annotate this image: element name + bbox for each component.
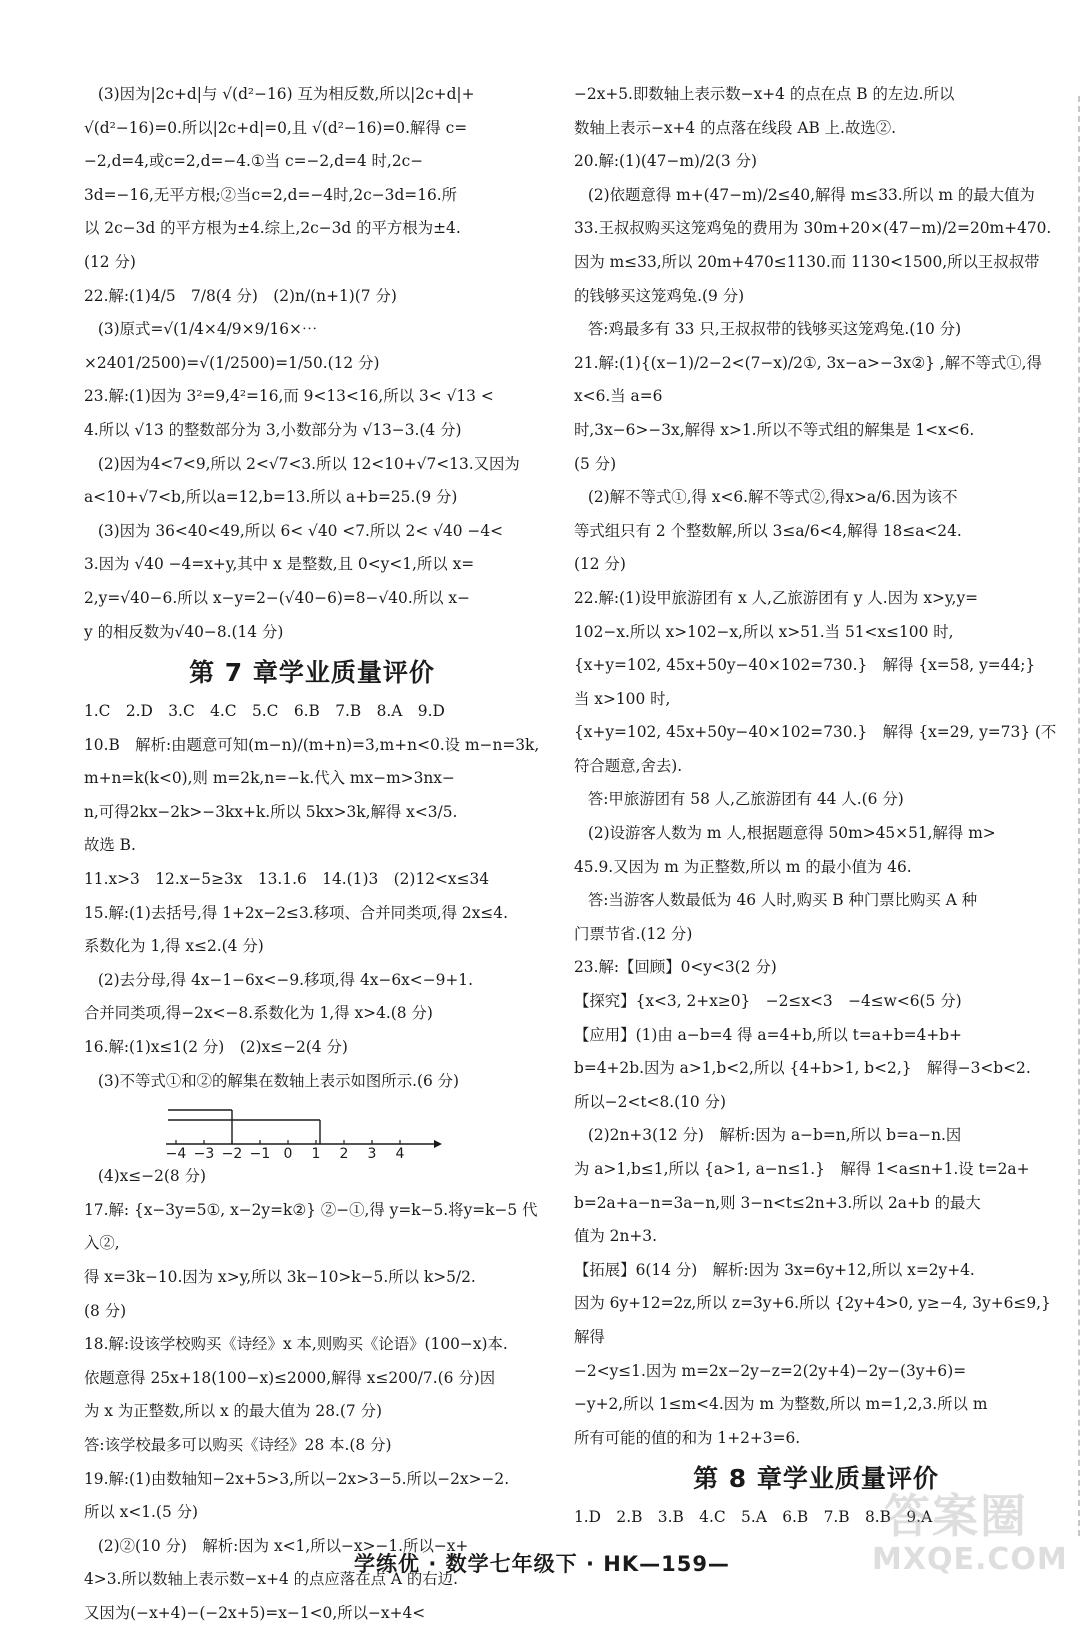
text-line: 合并同类项,得−2x<−8.系数化为 1,得 x>4.(8 分) — [84, 1004, 433, 1023]
number-line-tick-label: 3 — [367, 1146, 377, 1159]
number-line-tick-label: −2 — [221, 1146, 243, 1159]
page-edge-divider — [1076, 96, 1080, 1536]
text-line: (4)x≤−2(8 分) — [97, 1167, 207, 1186]
text-line: n,可得2kx−2k>−3kx+k.所以 5kx>3k,解得 x<3/5. — [84, 802, 458, 821]
text-line: (3)因为|2c+d|与 √(d²−16) 互为相反数,所以|2c+d|+ — [97, 85, 475, 103]
text-line: 所有可能的值的和为 1+2+3=6. — [574, 1428, 801, 1447]
number-line-tick-label: −1 — [249, 1146, 271, 1159]
text-line: 为 a>1,b≤1,所以 {a>1, a−n≤1.} 解得 1<a≤n+1.设 t=2a+ — [574, 1160, 1030, 1178]
watermark-logo — [866, 1478, 1066, 1590]
text-line: 答:当游客人数最低为 46 人时,购买 B 种门票比购买 A 种 — [587, 891, 978, 910]
text-line: 答:甲旅游团有 58 人,乙旅游团有 44 人.(6 分) — [587, 790, 904, 809]
text-line: −2x+5.即数轴上表示数−x+4 的点在点 B 的左边.所以 — [574, 85, 955, 103]
text-line: 15.解:(1)去括号,得 1+2x−2≤3.移项、合并同类项,得 2x≤4. — [84, 903, 508, 922]
text-line: 为 x 为正整数,所以 x 的最大值为 28.(7 分) — [84, 1402, 382, 1421]
text-line: 4.所以 √13 的整数部分为 3,小数部分为 √13−3.(4 分) — [84, 420, 462, 439]
text-line: −y+2,所以 1≤m<4.因为 m 为整数,所以 m=1,2,3.所以 m — [574, 1395, 988, 1414]
number-line-tick-label: 1 — [311, 1146, 321, 1159]
text-line: 19.解:(1)由数轴知−2x+5>3,所以−2x>3−5.所以−2x>−2. — [84, 1469, 510, 1488]
text-line: 3.因为 √40 −4=x+y,其中 x 是整数,且 0<y<1,所以 x= — [84, 555, 475, 574]
text-line: 【探究】{x<3, 2+x≥0} −2≤x<3 −4≤w<6(5 分) — [574, 992, 962, 1011]
text-line: (2)设游客人数为 m 人,根据题意得 50m>45×51,解得 m> — [587, 824, 996, 843]
text-line: 【拓展】6(14 分) 解析:因为 3x=6y+12,所以 x=2y+4. — [574, 1260, 975, 1279]
text-line: (3)因为 36<40<49,所以 6< √40 <7.所以 2< √40 −4< — [97, 521, 504, 540]
text-line: 20.解:(1)(47−m)/2(3 分) — [574, 152, 757, 171]
text-line: (2)因为4<7<9,所以 2<√7<3.所以 12<10+√7<13.又因为 — [97, 454, 520, 473]
text-line: 所以−2<t<8.(10 分) — [574, 1092, 727, 1111]
text-line: (8 分) — [84, 1301, 127, 1320]
text-line: (12 分) — [84, 252, 136, 271]
text-line: 1.C 2.D 3.C 4.C 5.C 6.B 7.B 8.A 9.D — [84, 702, 445, 721]
number-line-figure — [162, 1104, 442, 1158]
number-line-tick-label: 4 — [395, 1146, 405, 1159]
text-line: 16.解:(1)x≤1(2 分) (2)x≤−2(4 分) — [84, 1038, 348, 1057]
axis-arrow — [434, 1140, 442, 1148]
number-line-tick-label: −4 — [165, 1146, 187, 1159]
text-line: (2)2n+3(12 分) 解析:因为 a−b=n,所以 b=a−n.因 — [587, 1126, 962, 1145]
text-line: 以 2c−3d 的平方根为±4.综上,2c−3d 的平方根为±4. — [84, 219, 461, 238]
text-line: 得 x=3k−10.因为 x>y,所以 3k−10>k−5.所以 k>5/2. — [84, 1268, 476, 1286]
text-line: 21.解:(1){(x−1)/2−2<(7−x)/2①, 3x−a>−3x②} ,解不等式①,得 x<6.当 a=6 — [574, 353, 1047, 406]
text-line: 102−x.所以 x>102−x,所以 x>51.当 51<x≤100 时, — [574, 622, 954, 641]
text-line: 33.王叔叔购买这笼鸡兔的费用为 30m+20×(47−m)/2=20m+470. — [574, 219, 1052, 238]
page-footer: 学练优 · 数学七年级下 · HK—159— — [354, 1552, 730, 1576]
text-line: √(d²−16)=0.所以|2c+d|=0,且 √(d²−16)=0.解得 c= — [84, 118, 468, 137]
text-line: 11.x>3 12.x−5≥3x 13.1.6 14.(1)3 (2)12<x≤34 — [84, 870, 490, 889]
text-line: 值为 2n+3. — [574, 1227, 657, 1246]
text-line: 1.D 2.B 3.B 4.C 5.A 6.B 7.B 8.B 9.A — [574, 1508, 933, 1527]
text-line: (12 分) — [574, 555, 626, 574]
text-line: 因为 6y+12=2z,所以 z=3y+6.所以 {2y+4>0, y≥−4, 3y+6≤9,} 解得 — [574, 1294, 1067, 1346]
text-line: (2)②(10 分) 解析:因为 x<1,所以−x>−1.所以−x+ — [97, 1536, 469, 1555]
text-line: −2<y≤1.因为 m=2x−2y−z=2(2y+4)−2y−(3y+6)= — [574, 1361, 967, 1380]
text-line: 23.解:(1)因为 3²=9,4²=16,而 9<13<16,所以 3< √13 < — [84, 387, 494, 406]
text-line: 2,y=√40−6.所以 x−y=2−(√40−6)=8−√40.所以 x− — [84, 588, 470, 607]
text-line: 数轴上表示−x+4 的点落在线段 AB 上.故选②. — [574, 118, 897, 137]
text-line: 系数化为 1,得 x≤2.(4 分) — [84, 937, 264, 956]
text-line: (2)解不等式①,得 x<6.解不等式②,得x>a/6.因为该不 — [587, 488, 958, 507]
left-column — [84, 78, 540, 1631]
text-line: b=4+2b.因为 a>1,b<2,所以 {4+b>1, b<2,} 解得−3<b<2. — [574, 1059, 1031, 1078]
text-line: 故选 B. — [84, 836, 136, 855]
text-line: b=2a+a−n=3a−n,则 3−n<t≤2n+3.所以 2a+b 的最大 — [574, 1193, 981, 1212]
text-line: 因为 m≤33,所以 20m+470≤1130.而 1130<1500,所以王叔叔带 — [574, 252, 1040, 271]
text-line: 所以 x<1.(5 分) — [84, 1503, 199, 1522]
text-line: 答:鸡最多有 33 只,王叔叔带的钱够买这笼鸡兔.(10 分) — [587, 320, 962, 339]
text-line: {x+y=102, 45x+50y−40×102=730.} 解得 {x=29, y=73} (不符合题意,舍去). — [574, 723, 1057, 775]
chapter-7-title: 第 7 章学业质量评价 — [189, 658, 435, 688]
text-line: (2)去分母,得 4x−1−6x<−9.移项,得 4x−6x<−9+1. — [97, 970, 473, 989]
text-line: y 的相反数为√40−8.(14 分) — [84, 622, 284, 641]
text-line: 45.9.又因为 m 为正整数,所以 m 的最小值为 46. — [574, 857, 912, 876]
text-line: 等式组只有 2 个整数解,所以 3≤a/6<4,解得 18≤a<24. — [574, 521, 962, 540]
text-line: 【应用】(1)由 a−b=4 得 a=4+b,所以 t=a+b=4+b+ — [574, 1025, 962, 1044]
text-line: 又因为(−x+4)−(−2x+5)=x−1<0,所以−x+4< — [84, 1603, 426, 1622]
chapter-8-title: 第 8 章学业质量评价 — [693, 1464, 939, 1494]
text-line: 17.解: {x−3y=5①, x−2y=k②} ②−①,得 y=k−5.将y=k−5 代入②, — [84, 1200, 538, 1253]
text-line: 答:该学校最多可以购买《诗经》28 本.(8 分) — [84, 1435, 392, 1454]
text-line: 22.解:(1)设甲旅游团有 x 人,乙旅游团有 y 人.因为 x>y,y= — [574, 588, 979, 607]
text-line: 依题意得 25x+18(100−x)≤2000,解得 x≤200/7.(6 分)因 — [84, 1368, 496, 1387]
text-line: {x+y=102, 45x+50y−40×102=730.} 解得 {x=58, y=44;} 当 x>100 时, — [574, 656, 1051, 708]
text-line: a<10+√7<b,所以a=12,b=13.所以 a+b=25.(9 分) — [84, 488, 458, 507]
number-line-tick-label: 0 — [283, 1146, 293, 1159]
text-line: 时,3x−6>−3x,解得 x>1.所以不等式组的解集是 1<x<6. — [574, 420, 975, 439]
text-line: 4>3.所以数轴上表示数−x+4 的点应落在点 A 的右边. — [84, 1570, 458, 1589]
text-line: 10.B 解析:由题意可知(m−n)/(m+n)=3,m+n<0.设 m−n=3k, — [84, 735, 540, 754]
number-line-tick-label: −3 — [193, 1146, 215, 1159]
text-line: −2,d=4,或c=2,d=−4.①当 c=−2,d=4 时,2c− — [84, 152, 424, 171]
text-line: 的钱够买这笼鸡兔.(9 分) — [574, 286, 745, 305]
watermark-en: MXQE.COM — [872, 1542, 1068, 1577]
text-line: (3)原式=√(1/4×4/9×9/16×⋯×2401/2500)=√(1/2500)=1/50.(12 分) — [84, 320, 380, 372]
text-line: (5 分) — [574, 454, 617, 473]
watermark-cn: 答案圈 — [884, 1489, 1028, 1543]
text-line: 门票节省.(12 分) — [574, 924, 693, 943]
text-line: 22.解:(1)4/5 7/8(4 分) (2)n/(n+1)(7 分) — [84, 286, 397, 305]
right-column — [574, 78, 1067, 1535]
text-line: (3)不等式①和②的解集在数轴上表示如图所示.(6 分) — [97, 1071, 460, 1090]
text-line: 18.解:设该学校购买《诗经》x 本,则购买《论语》(100−x)本. — [84, 1335, 508, 1354]
number-line-tick-label: 2 — [339, 1146, 349, 1159]
text-line: (2)依题意得 m+(47−m)/2≤40,解得 m≤33.所以 m 的最大值为 — [587, 185, 1035, 204]
text-line: m+n=k(k<0),则 m=2k,n=−k.代入 mx−m>3nx− — [84, 769, 455, 788]
text-line: 3d=−16,无平方根;②当c=2,d=−4时,2c−3d=16.所 — [84, 185, 458, 204]
text-line: 23.解:【回顾】0<y<3(2 分) — [574, 958, 777, 977]
